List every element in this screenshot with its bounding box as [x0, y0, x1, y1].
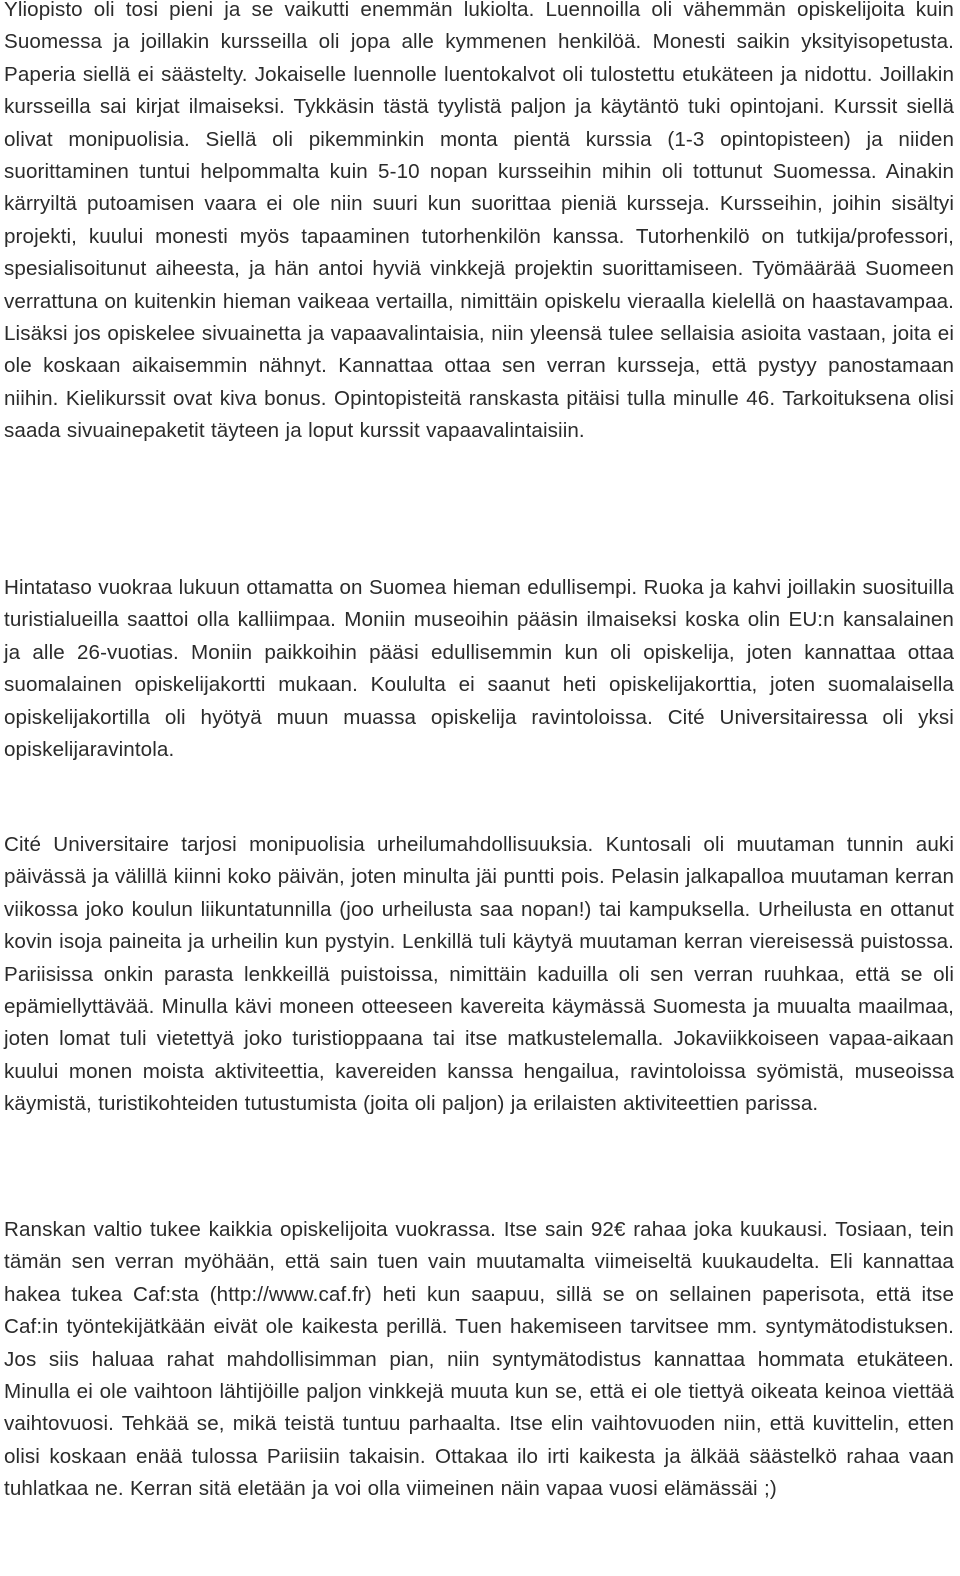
paragraph-housing-support: Ranskan valtio tukee kaikkia opiskelijoita vuokrassa. Itse sain 92€ rahaa joka kuukausi. Tosiaan, tein tämän sen verran myöhään, että sain tuen vain muutamalta viimeiseltä kuukaudelta. Eli kannattaa hakea tukea Caf:sta (http://www.caf.fr) heti kun saapuu, sillä se on sellainen paperisota, että itse Caf:in työntekijätkään eivät ole kaikesta perillä. Tuen hakemiseen tarvitsee mm. syntymätodistuksen. Jos siis haluaa rahat mahdollisimman pian, niin syntymätodistus kannattaa hommata etukäteen. Minulla ei ole vaihtoon lähtijöille paljon vinkkejä muuta kun se, että ei ole tiettyä oikeata keinoa viettää vaihtovuosi. Tehkää se, mikä teistä tuntuu parhaalta. Itse elin vaihtovuoden niin, että kuvittelin, etten olisi koskaan enää tulossa Pariisiin takaisin. Ottakaa ilo irti kaikesta ja älkää säästelkö rahaa vaan tuhlatkaa ne. Kerran sitä eletään ja voi olla viimeinen näin vapaa vuosi elämässäi ;) — [4, 1218, 954, 1501]
paragraph-sports-leisure: Cité Universitaire tarjosi monipuolisia urheilumahdollisuuksia. Kuntosali oli muutaman tunnin auki päivässä ja välillä kiinni koko päivän, joten minulta jäi puntti pois. Pelasin jalkapalloa muutaman kerran viikossa joko koulun liikuntatunnilla (joo urheilusta saa nopan!) tai kampuksella. Urheilusta en ottanut kovin isoja paineita ja urheilin kun pystyin. Lenkillä tuli käytyä muutaman kerran viereisessä puistossa. Pariisissa onkin parasta lenkkeillä puistoissa, nimittäin kaduilla oli sen verran ruuhkaa, että se oli epämiellyttävää. Minulla kävi moneen otteeseen kavereita käymässä Suomesta ja muualta maailmaa, joten lomat tuli vietettyä joko turistioppaana tai itse matkustelemalla. Jokaviikkoiseen vapaa-aikaan kuului monen moista aktiviteettia, kavereiden kanssa hengailua, ravintoloissa syömistä, museoissa käymistä, turistikohteiden tutustumista (joita oli paljon) ja erilaisten aktiviteettien parissa. — [4, 833, 954, 1116]
paragraph-studies: Yliopisto oli tosi pieni ja se vaikutti enemmän lukiolta. Luennoilla oli vähemmän opiskelijoita kuin Suomessa ja joillakin kursseilla oli jopa alle kymmenen henkilöä. Monesti saikin yksityisopetusta. Paperia siellä ei säästelty. Jokaiselle luennolle luentokalvot oli tulostettu etukäteen ja nidottu. Joillakin kursseilla sai kirjat ilmaiseksi. Tykkäsin tästä tyylistä paljon ja käytäntö tuki opintojani. Kurssit siellä olivat monipuolisia. Siellä oli pikemminkin monta pientä kurssia (1-3 opintopisteen) ja niiden suorittaminen tuntui helpommalta kuin 5-10 nopan kursseihin mihin oli tottunut Suomessa. Ainakin kärryiltä putoamisen vaara ei ole niin suuri kun suorittaa pieniä kursseja. Kursseihin, joihin sisältyi projekti, kuului monesti myös tapaaminen tutorhenkilön kanssa. Tutorhenkilö on tutkija/professori, spesialisoitunut aiheesta, ja hän antoi hyviä vinkkejä projektin suorittamiseen. Työmäärää Suomeen verrattuna on kuitenkin hieman vaikeaa vertailla, nimittäin opiskelu vieraalla kielellä on haastavampaa. Lisäksi jos opiskelee sivuainetta ja vapaavalintaisia, niin yleensä tulee sellaisia asioita vastaan, joita ei ole koskaan aikaisemmin nähnyt. Kannattaa ottaa sen verran kursseja, että pystyy panostamaan niihin. Kielikurssit ovat kiva bonus. Opintopisteitä ranskasta pitäisi tulla minulle 46. Tarkoituksena olisi saada sivuainepaketit täyteen ja loput kurssit vapaavalintaisiin. — [4, 0, 954, 443]
paragraph-prices: Hintataso vuokraa lukuun ottamatta on Suomea hieman edullisempi. Ruoka ja kahvi joillakin suosituilla turistialueilla saattoi olla kalliimpaa. Moniin museoihin pääsin ilmaiseksi koska olin EU:n kansalainen ja alle 26-vuotias. Moniin paikkoihin pääsi edullisemmin kun oli opiskelija, joten kannattaa ottaa suomalainen opiskelijakortti mukaan. Koululta ei saanut heti opiskelijakorttia, joten suomalaisella opiskelijakortilla oli hyötyä muun muassa opiskelija ravintoloissa. Cité Universitairessa oli yksi opiskelijaravintola. — [4, 576, 954, 762]
